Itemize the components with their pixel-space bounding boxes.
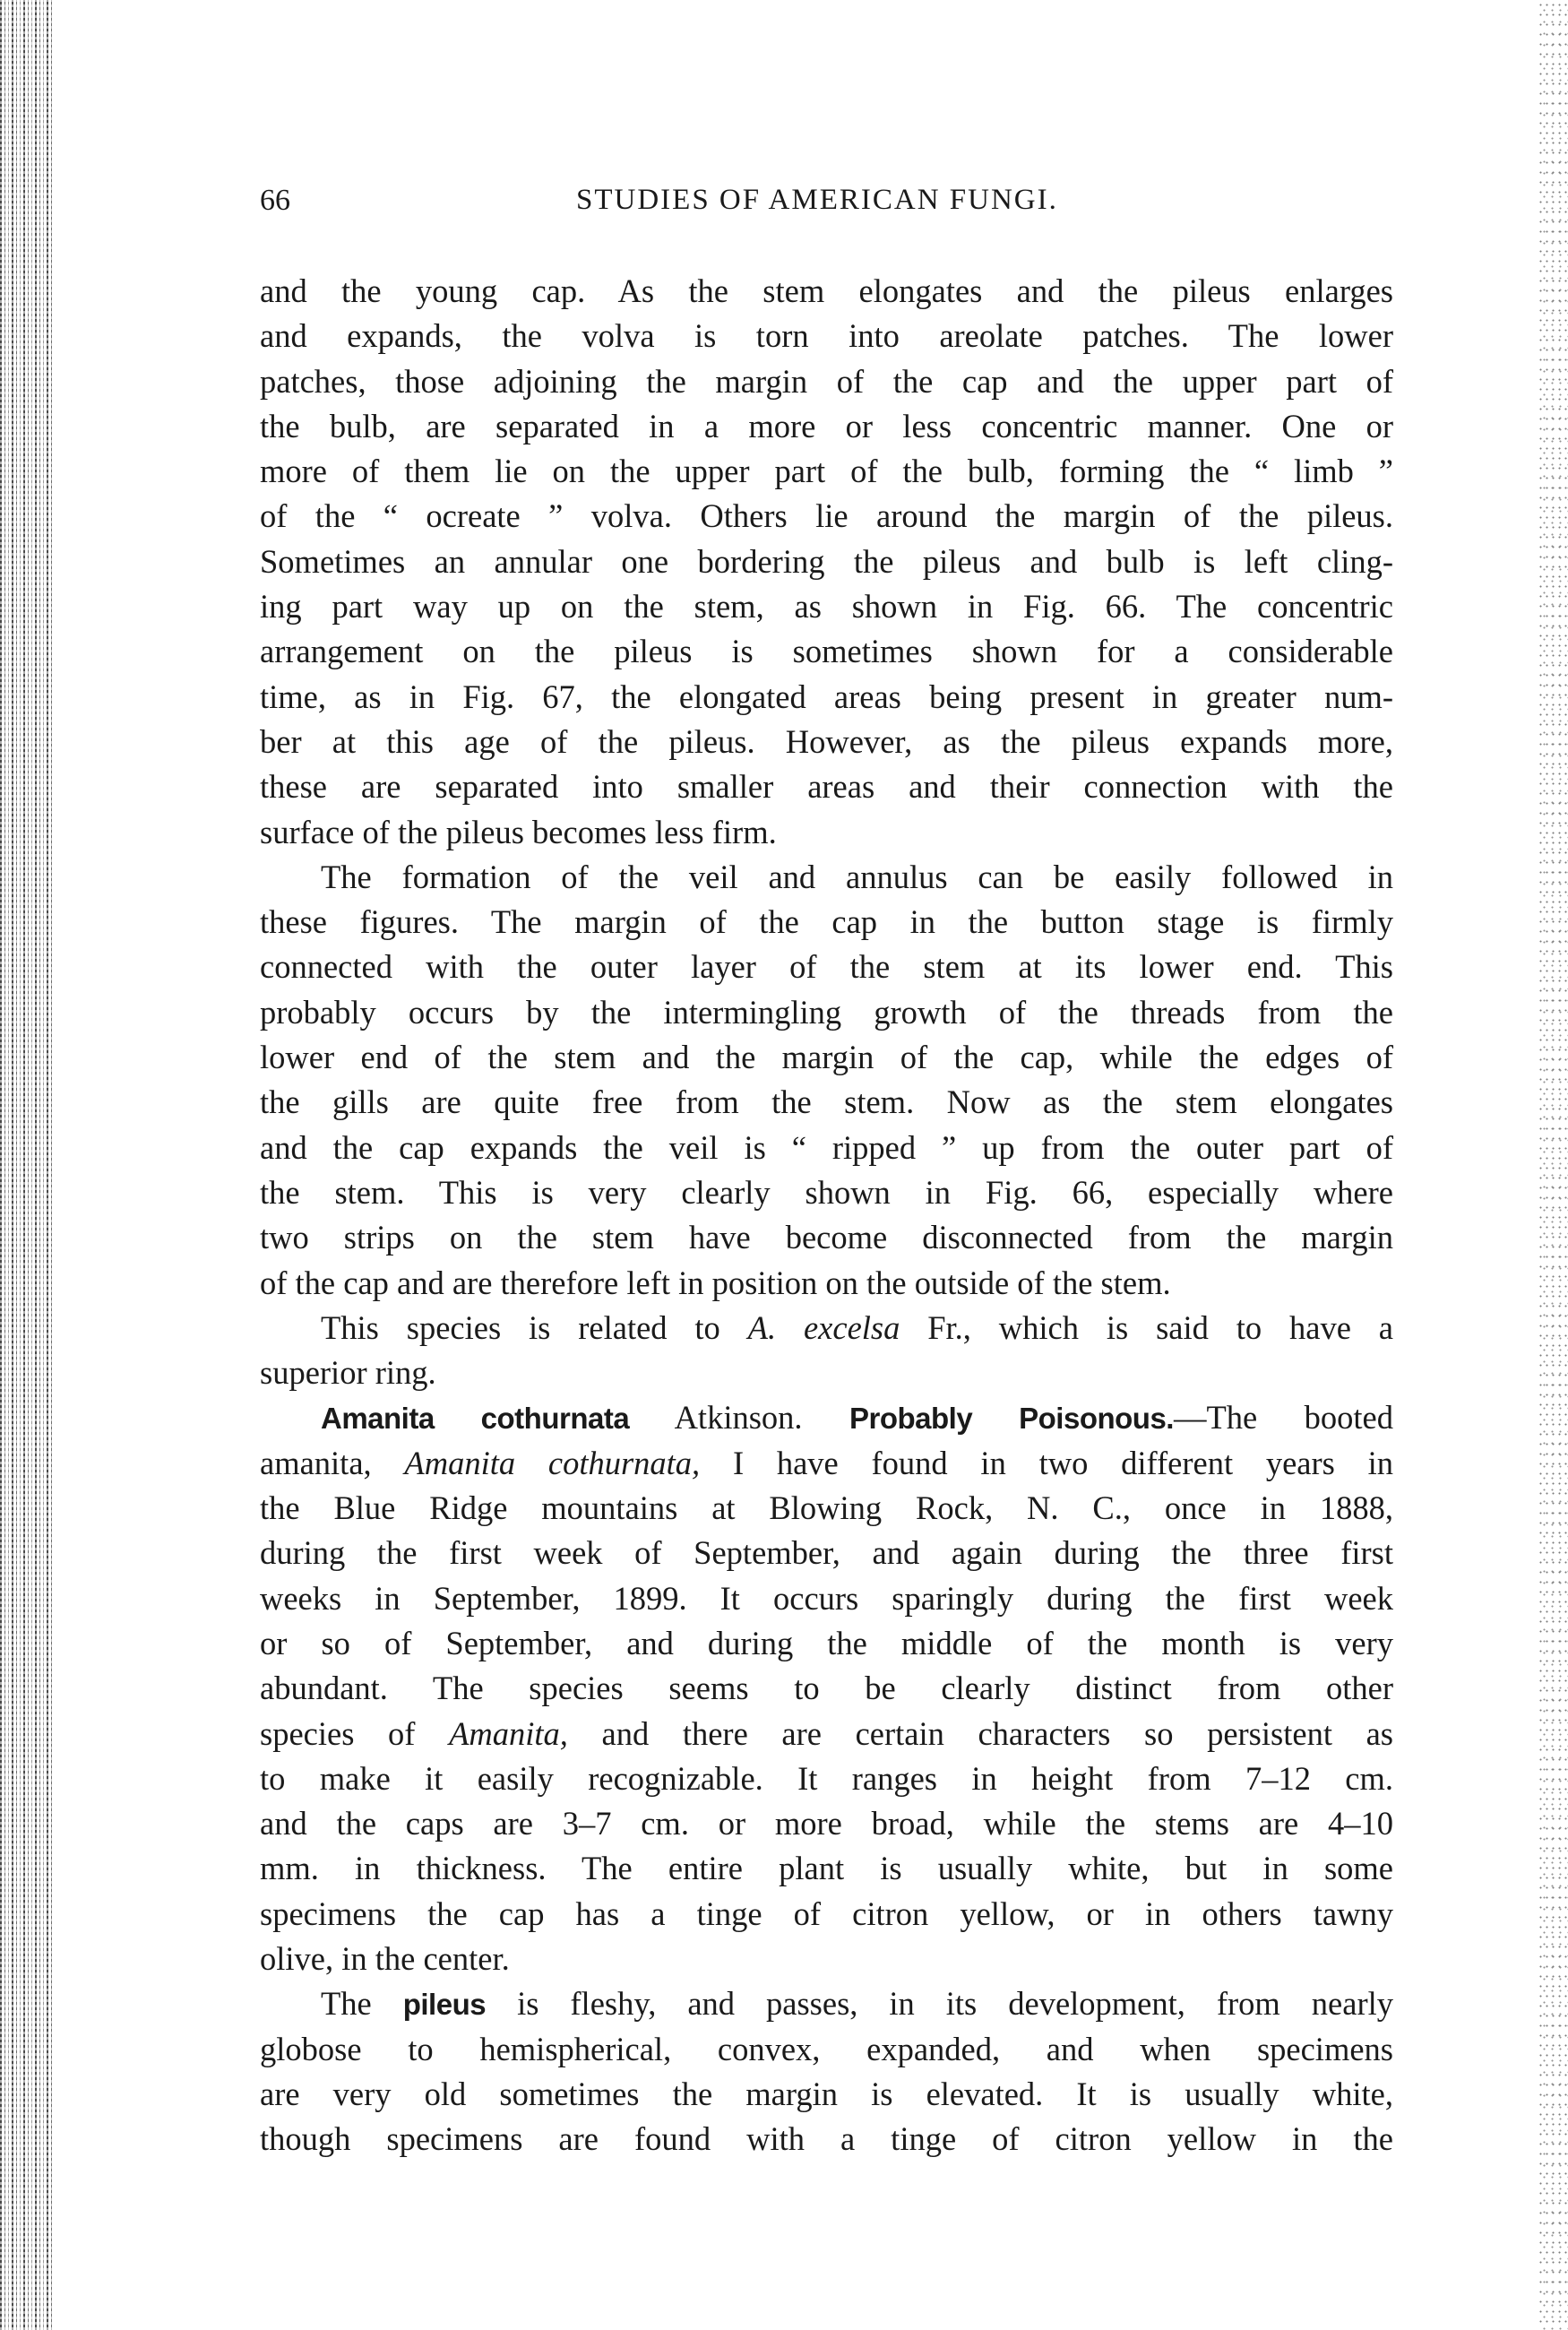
text-line: and the cap expands the veil is “ ripped ” up from the outer part of (260, 1128, 1393, 1166)
text-line: though specimens are found with a tinge of citron yellow in the (260, 2120, 1393, 2158)
text-line: species of Amanita, and there are certain characters so persistent as (260, 1714, 1393, 1752)
page-number: 66 (260, 184, 290, 217)
taxon-name: Amanita, (449, 1714, 568, 1752)
text-line: of the “ ocreate ” volva. Others lie around the margin of the pileus. (260, 497, 1393, 535)
text-line: mm. in thickness. The entire plant is usually white, but in some (260, 1850, 1393, 1887)
text-line: and expands, the volva is torn into areolate patches. The lower (260, 317, 1393, 355)
text-line: and the caps are 3–7 cm. or more broad, while the stems are 4–10 (260, 1805, 1393, 1842)
text-line: olive, in the center. (260, 1939, 510, 1977)
pileus-line: The pileus is fleshy, and passes, in its development, from nearly (321, 1985, 1394, 2023)
text-line: probably occurs by the intermingling growth of the threads from the (260, 993, 1393, 1031)
text-line: time, as in Fig. 67, the elongated areas being present in greater num- (260, 677, 1393, 715)
taxon-name: A. excelsa (747, 1308, 900, 1346)
text-line: globose to hemispherical, convex, expanded, and when specimens (260, 2030, 1393, 2067)
text-line: specimens the cap has a tinge of citron yellow, or in others tawny (260, 1894, 1393, 1932)
text-line: lower end of the stem and the margin of the cap, while the edges of (260, 1039, 1393, 1076)
taxon-name: Amanita cothurnata, (404, 1444, 701, 1481)
text-line: Sometimes an annular one bordering the pileus and bulb is left cling- (260, 542, 1393, 580)
page-edge-speckle (1538, 0, 1568, 2330)
text-line: or so of September, and during the middle of the month is very (260, 1624, 1393, 1661)
text-line: the gills are quite free from the stem. Now as the stem elongates (260, 1083, 1393, 1121)
species-authority: Atkinson. (629, 1399, 849, 1437)
page-header (260, 184, 1393, 223)
text-line: ing part way up on the stem, as shown in Fig. 66. The concentric (260, 588, 1393, 626)
running-head: STUDIES OF AMERICAN FUNGI. (576, 184, 1058, 216)
species-name: Amanita cothurnata (321, 1402, 630, 1436)
text-line: connected with the outer layer of the stem at its lower end. This (260, 948, 1393, 986)
text-line: and the young cap. As the stem elongates and the pileus enlarges (260, 272, 1393, 309)
related-species-line: This species is related to A. excelsa Fr., which is said to have a (321, 1308, 1393, 1346)
text-line: arrangement on the pileus is sometimes shown for a considerable (260, 633, 1393, 670)
species-heading-line: Amanita cothurnata Atkinson. Probably Poisonous.—The booted (321, 1399, 1393, 1437)
text-line: surface of the pileus becomes less firm. (260, 813, 777, 850)
text-line: superior ring. (260, 1354, 436, 1392)
text-line: the Blue Ridge mountains at Blowing Rock, N. C., once in 1888, (260, 1489, 1393, 1527)
text-line: the stem. This is very clearly shown in Fig. 66, especially where (260, 1173, 1393, 1211)
text-line: more of them lie on the upper part of the bulb, forming the “ limb ” (260, 453, 1393, 490)
body-text (260, 269, 1393, 2162)
text-line: two strips on the stem have become disconnected from the margin (260, 1219, 1393, 1256)
text-line: to make it easily recognizable. It ranges in height from 7–12 cm. (260, 1759, 1393, 1797)
text-line: weeks in September, 1899. It occurs sparingly during the first week (260, 1579, 1393, 1617)
text-line: patches, those adjoining the margin of the cap and the upper part of (260, 362, 1393, 400)
text-line: ber at this age of the pileus. However, as the pileus expands more, (260, 722, 1393, 760)
term-pileus: pileus (402, 1988, 487, 2022)
text-line: these figures. The margin of the cap in the button stage is firmly (260, 903, 1393, 941)
text-line: these are separated into smaller areas and their connection with the (260, 768, 1393, 806)
text-line: are very old sometimes the margin is elevated. It is usually white, (260, 2075, 1393, 2112)
text-line: The formation of the veil and annulus can be easily followed in (321, 858, 1393, 895)
edibility-label: Probably Poisonous. (849, 1402, 1174, 1436)
text-line: during the first week of September, and again during the three first (260, 1534, 1393, 1572)
text-line: amanita, Amanita cothurnata, I have found in two different years in (260, 1444, 1394, 1481)
text-line: abundant. The species seems to be clearly distinct from other (260, 1670, 1393, 1707)
text-line: the bulb, are separated in a more or less concentric manner. One or (260, 407, 1393, 444)
text-line: of the cap and are therefore left in position on the outside of the stem. (260, 1264, 1171, 1301)
book-binding-edge (0, 0, 52, 2330)
